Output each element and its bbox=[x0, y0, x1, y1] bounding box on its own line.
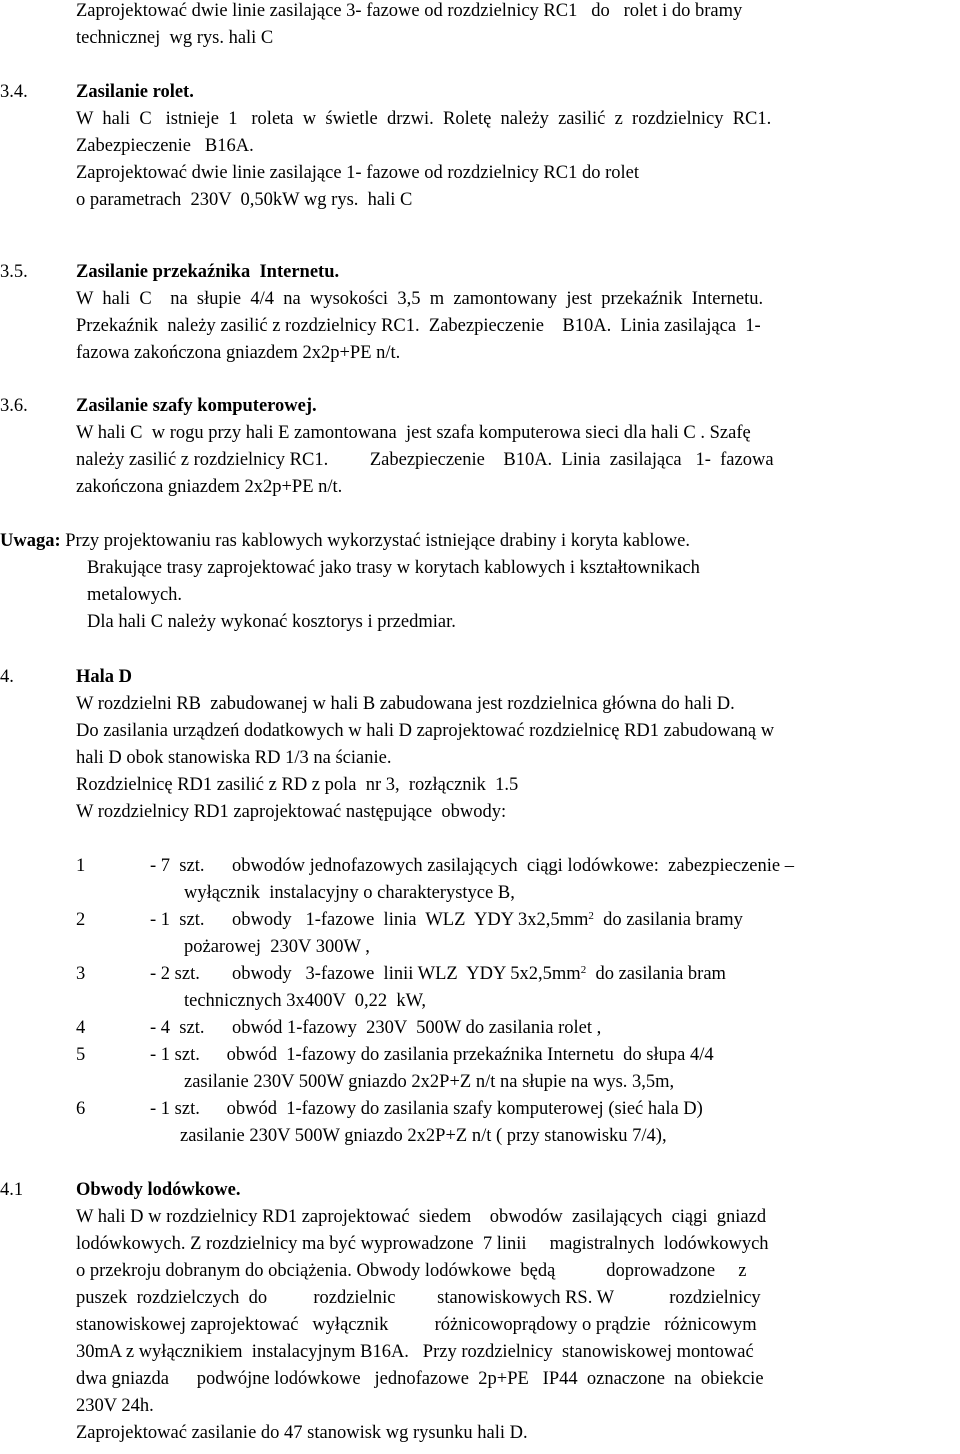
paragraph-line: stanowiskowej zaprojektować wyłącznik różnicowoprądowy o prądzie różnicowym bbox=[76, 1315, 757, 1335]
paragraph-line: hali D obok stanowiska RD 1/3 na ścianie. bbox=[76, 748, 392, 768]
circuit-description-cont: technicznych 3x400V 0,22 kW, bbox=[184, 991, 426, 1011]
circuit-number: 5 bbox=[76, 1045, 86, 1065]
section-number: 3.5. bbox=[0, 262, 28, 282]
note-line: metalowych. bbox=[87, 585, 183, 605]
circuit-description bbox=[232, 961, 726, 988]
paragraph-line: puszek rozdzielczych do rozdzielnic stanowiskowych RS. W rozdzielnicy bbox=[76, 1288, 761, 1308]
circuit-description: obwodów jednofazowych zasilających ciągi lodówkowe: zabezpieczenie – bbox=[232, 856, 794, 876]
circuit-quantity: - 1 szt. bbox=[150, 1099, 200, 1119]
circuit-quantity: - 1 szt. bbox=[150, 1045, 200, 1065]
circuit-description-cont: wyłącznik instalacyjny o charakterystyce B, bbox=[184, 883, 515, 903]
note-line: Dla hali C należy wykonać kosztorys i przedmiar. bbox=[87, 612, 456, 632]
paragraph-line: 30mA z wyłącznikiem instalacyjnym B16A. Przy rozdzielnicy stanowiskowej montować bbox=[76, 1342, 754, 1362]
section-heading: Hala D bbox=[76, 667, 133, 687]
paragraph-line: zakończona gniazdem 2x2p+PE n/t. bbox=[76, 477, 343, 497]
paragraph-line: Zaprojektować zasilanie do 47 stanowisk wg rysunku hali D. bbox=[76, 1423, 528, 1443]
paragraph-line: Przekaźnik należy zasilić z rozdzielnicy RC1. Zabezpieczenie B10A. Linia zasilająca 1- bbox=[76, 316, 761, 336]
paragraph-line: 230V 24h. bbox=[76, 1396, 154, 1416]
circuit-text: do zasilania bram bbox=[586, 964, 726, 984]
paragraph-line: dwa gniazda podwójne lodówkowe jednofazowe 2p+PE IP44 oznaczone na obiekcie bbox=[76, 1369, 764, 1389]
paragraph-line: W rozdzielni RB zabudowanej w hali B zabudowana jest rozdzielnica główna do hali D. bbox=[76, 694, 735, 714]
superscript: 2 bbox=[580, 964, 587, 976]
paragraph-line: W hali C na słupie 4/4 na wysokości 3,5 m zamontowany jest przekaźnik Internetu. bbox=[76, 289, 764, 309]
paragraph-line: W hali C w rogu przy hali E zamontowana jest szafa komputerowa sieci dla hali C . Szafę bbox=[76, 423, 751, 443]
circuit-description-cont: zasilanie 230V 500W gniazdo 2x2P+Z n/t ( przy stanowisku 7/4), bbox=[180, 1126, 667, 1146]
section-number: 4. bbox=[0, 667, 14, 687]
note-label: Uwaga: bbox=[0, 531, 61, 551]
section-heading: Zasilanie szafy komputerowej. bbox=[76, 396, 317, 416]
circuit-quantity: - 2 szt. bbox=[150, 964, 200, 984]
note-line bbox=[0, 528, 690, 555]
paragraph-line: Do zasilania urządzeń dodatkowych w hali D zaprojektować rozdzielnicę RD1 zabudowaną w bbox=[76, 721, 775, 741]
circuit-number: 2 bbox=[76, 910, 86, 930]
intro-line: technicznej wg rys. hali C bbox=[76, 28, 274, 48]
circuit-description: obwód 1-fazowy do zasilania szafy komputerowej (sieć hala D) bbox=[222, 1099, 703, 1119]
circuit-description: obwód 1-fazowy do zasilania przekaźnika Internetu do słupa 4/4 bbox=[222, 1045, 714, 1065]
circuit-text: do zasilania bramy bbox=[593, 910, 743, 930]
circuit-description-cont: pożarowej 230V 300W , bbox=[184, 937, 370, 957]
circuit-number: 6 bbox=[76, 1099, 86, 1119]
paragraph-line: należy zasilić z rozdzielnicy RC1. Zabezpieczenie B10A. Linia zasilająca 1- fazowa bbox=[76, 450, 774, 470]
section-heading: Zasilanie przekaźnika Internetu. bbox=[76, 262, 340, 282]
paragraph-line: Zabezpieczenie B16A. bbox=[76, 136, 254, 156]
section-number: 3.4. bbox=[0, 82, 28, 102]
paragraph-line: W hali C istnieje 1 roleta w świetle drzwi. Roletę należy zasilić z rozdzielnicy RC1. bbox=[76, 109, 772, 129]
circuit-quantity: - 4 szt. bbox=[150, 1018, 205, 1038]
circuit-text: obwody 3-fazowe linii WLZ YDY 5x2,5mm bbox=[232, 964, 581, 984]
circuit-quantity: - 1 szt. bbox=[150, 910, 205, 930]
section-number: 3.6. bbox=[0, 396, 28, 416]
section-heading: Zasilanie rolet. bbox=[76, 82, 194, 102]
paragraph-line: Zaprojektować dwie linie zasilające 1- fazowe od rozdzielnicy RC1 do rolet bbox=[76, 163, 639, 183]
paragraph-line: Rozdzielnicę RD1 zasilić z RD z pola nr 3, rozłącznik 1.5 bbox=[76, 775, 519, 795]
paragraph-line: W hali D w rozdzielnicy RD1 zaprojektować siedem obwodów zasilających ciągi gniazd bbox=[76, 1207, 767, 1227]
circuit-description-cont: zasilanie 230V 500W gniazdo 2x2P+Z n/t na słupie na wys. 3,5m, bbox=[184, 1072, 675, 1092]
paragraph-line: W rozdzielnicy RD1 zaprojektować następujące obwody: bbox=[76, 802, 507, 822]
paragraph-line: lodówkowych. Z rozdzielnicy ma być wyprowadzone 7 linii magistralnych lodówkowych bbox=[76, 1234, 769, 1254]
note-line: Brakujące trasy zaprojektować jako trasy w korytach kablowych i kształtownikach bbox=[87, 558, 700, 578]
paragraph-line: fazowa zakończona gniazdem 2x2p+PE n/t. bbox=[76, 343, 401, 363]
circuit-number: 4 bbox=[76, 1018, 86, 1038]
section-heading: Obwody lodówkowe. bbox=[76, 1180, 241, 1200]
intro-line: Zaprojektować dwie linie zasilające 3- fazowe od rozdzielnicy RC1 do rolet i do bramy bbox=[76, 1, 743, 21]
paragraph-line: o parametrach 230V 0,50kW wg rys. hali C bbox=[76, 190, 413, 210]
circuit-number: 1 bbox=[76, 856, 86, 876]
note-text: Przy projektowaniu ras kablowych wykorzystać istniejące drabiny i koryta kablowe. bbox=[60, 531, 690, 551]
circuit-description: obwód 1-fazowy 230V 500W do zasilania rolet , bbox=[232, 1018, 602, 1038]
superscript: 2 bbox=[588, 910, 594, 922]
circuit-description bbox=[232, 907, 743, 934]
section-number: 4.1 bbox=[0, 1180, 24, 1200]
circuit-quantity: - 7 szt. bbox=[150, 856, 205, 876]
circuit-number: 3 bbox=[76, 964, 86, 984]
paragraph-line: o przekroju dobranym do obciążenia. Obwody lodówkowe będą doprowadzone z bbox=[76, 1261, 747, 1281]
circuit-text: obwody 1-fazowe linia WLZ YDY 3x2,5mm bbox=[232, 910, 589, 930]
